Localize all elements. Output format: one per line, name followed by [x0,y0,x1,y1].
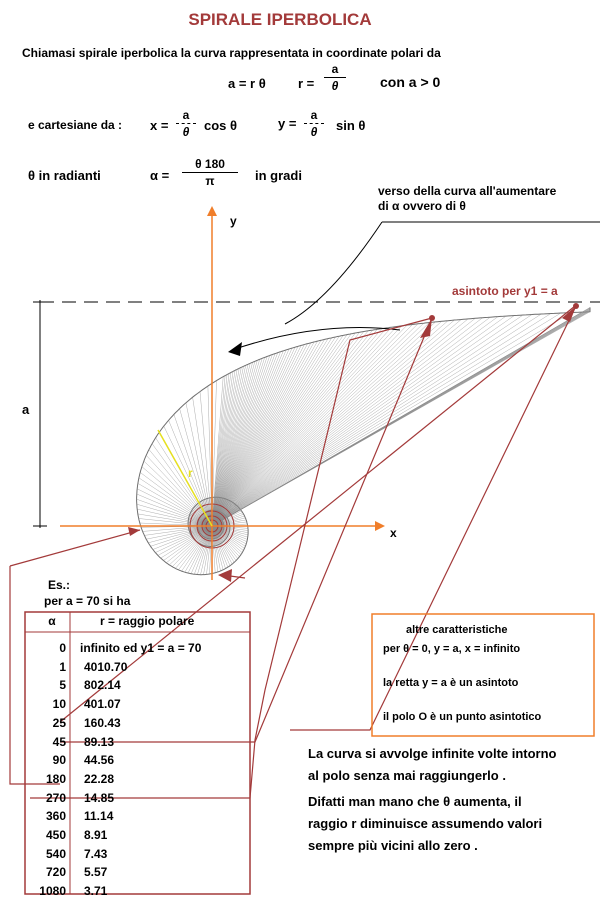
table-cell-alpha: 360 [45,809,66,824]
direction-pointer-line [285,222,382,324]
polar-equation-2-left: r = [298,76,315,91]
fraction-numerator: a [310,108,318,122]
x-equation-right: cos θ [204,118,238,133]
table-cell-radius: infinito ed y1 = a = 70 [80,641,202,655]
hyperbolic-spiral-curve [137,307,590,574]
x-equation-left: x = [150,118,169,133]
x-axis-arrowhead [375,521,385,531]
table-header-alpha: α [48,614,56,628]
table-cell-radius: 3.71 [84,884,108,899]
asymptote-label: asintoto per y1 = a [452,284,558,298]
table-cell-alpha: 180 [45,771,66,786]
spiral-radial-hatching [137,307,590,574]
fraction-denominator: θ [182,125,190,139]
paragraph2-line1: Difatti man mano che θ aumenta, il [308,794,522,809]
fraction-denominator: π [205,174,215,188]
table-cell-alpha: 1080 [39,884,66,899]
x-axis-label: x [390,526,397,540]
table-cell-radius: 4010.70 [84,659,128,674]
info-box-line2: la retta y = a è un asintoto [383,677,519,689]
table-cell-radius: 44.56 [84,753,115,768]
alpha-equation-right: in gradi [255,168,302,183]
info-box-line3: il polo O è un punto asintotico [383,711,542,723]
fraction-denominator: θ [331,79,339,93]
table-cell-radius: 8.91 [84,828,108,842]
connector-arrowhead-1 [128,527,140,536]
table-cell-radius: 7.43 [84,846,108,861]
radius-label: r [188,466,193,480]
table-cell-alpha: 270 [45,790,66,805]
direction-note-line1: verso della curva all'aumentare [378,184,557,198]
page-title: SPIRALE IPERBOLICA [188,10,372,29]
table-cell-alpha: 45 [52,734,66,749]
table-cell-radius: 11.14 [84,809,114,824]
cartesian-label: e cartesiane da : [28,118,123,132]
fraction-numerator: θ 180 [195,157,225,171]
polar-radius-line [158,430,212,526]
paragraph2-line2: raggio r diminuisce assumendo valori [308,816,543,831]
info-box-title: altre caratteristiche [406,624,508,636]
direction-arrowhead [228,342,242,356]
example-label-line1: Es.: [48,578,71,592]
theta-radians: θ in radianti [28,168,101,183]
table-cell-alpha: 720 [45,865,66,880]
table-cell-alpha: 10 [52,697,66,712]
connector-alpha-180-upper [10,530,140,566]
table-cell-radius: 5.57 [84,865,108,880]
table-cell-alpha: 1 [59,659,66,674]
fraction-numerator: a [331,62,339,76]
table-cell-radius: 89.13 [84,734,115,749]
fraction-denominator: θ [310,125,318,139]
info-box-line1: per θ = 0, y = a, x = infinito [383,643,521,655]
fraction-numerator: a [182,108,190,122]
y-equation-right: sin θ [336,118,366,133]
y-axis-arrowhead [207,206,217,216]
paragraph1-line1: La curva si avvolge infinite volte intorno [308,746,557,761]
table-cell-radius: 160.43 [84,715,121,730]
polar-equation-1: a = r θ [228,76,266,91]
condition: con a > 0 [380,74,441,90]
table-header-r: r = raggio polare [100,614,195,628]
paragraph2-line3: sempre più vicini allo zero . [308,838,478,853]
y-axis-label: y [230,214,237,228]
a-dimension-label: a [22,402,30,417]
direction-note-line2: di α ovvero di θ [378,199,466,213]
table-cell-alpha: 0 [59,641,66,655]
table-cell-alpha: 450 [45,828,66,842]
alpha-equation-left: α = [150,168,170,183]
connector-box [290,306,576,730]
table-cell-radius: 401.07 [84,697,121,712]
table-cell-alpha: 25 [52,715,66,730]
connector-alpha-90 [230,576,245,578]
intro-text: Chiamasi spirale iperbolica la curva rappresentata in coordinate polari da [22,46,441,60]
table-cell-radius: 802.14 [84,678,121,693]
table-cell-alpha: 540 [45,846,66,861]
y-equation-left: y = [278,116,297,131]
example-label-line2: per a = 70 si ha [44,594,131,608]
table-cell-alpha: 5 [59,678,66,693]
table-cell-radius: 22.28 [84,771,115,786]
direction-arrow [232,328,400,351]
table-cell-alpha: 90 [52,753,66,768]
paragraph1-line2: al polo senza mai raggiungerlo . [308,768,506,783]
table-cell-radius: 14.85 [84,790,115,805]
